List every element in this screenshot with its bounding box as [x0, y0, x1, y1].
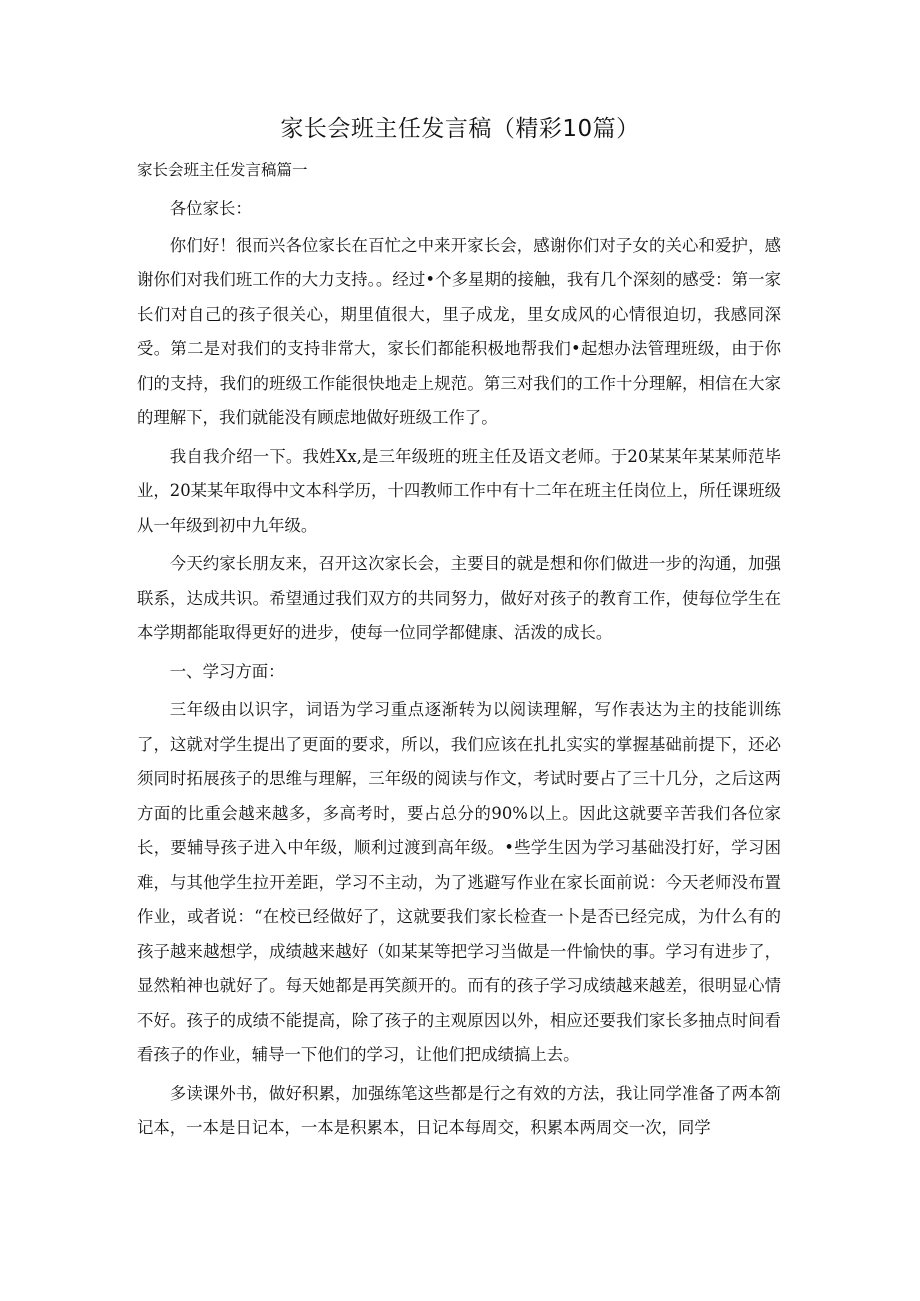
paragraph-study-heading: 一、学习方面： — [169, 661, 285, 681]
paragraph-study-details: 三年级由以识字，词语为学习重点逐渐转为以阅读理解，写作表达为主的技能训练了，这就对学生提出了更面的要求，所以，我们应该在扎扎实实的掌握基础前提下，还必须同时拓展孩子的思维与理解，三年级的阅读与作文，考试时要占了三十几分，之后这两方面的比重会越来越多，多高考时，要占总分的90%以上。因此这就要辛苦我们各位家长，要辅导孩子进入中年级，顺利过渡到高年级。•些学生因为学习基础没打好，学习困难，与其他学生拉开差距，学习不主动，为了逃避写作业在家长面前说：今天老师没布置作业，或者说：“在校已经做好了，这就要我们家长检查一卜是否已经完成，为什么有的孩子越来越想学，成绩越来越好（如某某等把学习当做是一件愉快的事。学习有进步了，显然粕神也就好了。每天她都是再笑颜开的。而有的孩子学习成绩越来越差，很明显心情不好。孩子的成绩不能提高，除了孩子的主观原因以外，相应还要我们家长多抽点时间看看孩子的作业，辅导一下他们的学习，让他们把成绩搞上去。 — [137, 700, 781, 1064]
paragraph-meeting-purpose: 今天约家长朋友来，召开这次家长会，主要目的就是想和你们做进一步的沟通，加强联系，达成共识。希望通过我们双方的共同努力，做好对孩子的教育工作，使每位学生在本学期都能取得更好的进步，使每一位同学都健康、活泼的成长。 — [137, 554, 781, 642]
paragraph-reading-advice: 多读课外书，做好积累，加强练笔这些都是行之有效的方法，我让同学准备了两本箚记本，一本是日记本，一本是积累本，日记本每周交，积累本两周交一次，同学 — [137, 1083, 781, 1137]
section-heading: 家长会班主任发言稿篇一 — [137, 161, 308, 179]
paragraph-greeting: 各位家长： — [169, 199, 252, 218]
document-title: 家长会班主任发言稿（精彩10篇） — [280, 116, 640, 142]
paragraph-self-introduction: 我自我介绍一下。我姓Xx,是三年级班的班主任及语文老师。于20某某年某某师范毕业，20某某年取得中文本科学历，十四教师工作中有十二年在班主任岗位上，所任课班级从一年级到初中九年级。 — [137, 446, 781, 535]
document-body — [137, 192, 781, 1150]
paragraph-welcome: 你们好！很而兴各位家长在百忙之中来开家长会，感谢你们对子女的关心和爱护，感谢你们对我们班工作的大力支持。。经过•个多星期的接触，我有几个深刻的感受：第一家长们对自己的孩子很关心，期里值很大，里子成龙，里女成风的心情很迫切，我感同深受。第二是对我们的支持非常大，家长们都能积极地帮我们•起想办法管理班级，由于你们的支持，我们的班级工作能很快地走上规范。第三对我们的工作十分理解，相信在大家的理解下，我们就能没有顾虑地做好班级工作了。 — [137, 235, 781, 427]
